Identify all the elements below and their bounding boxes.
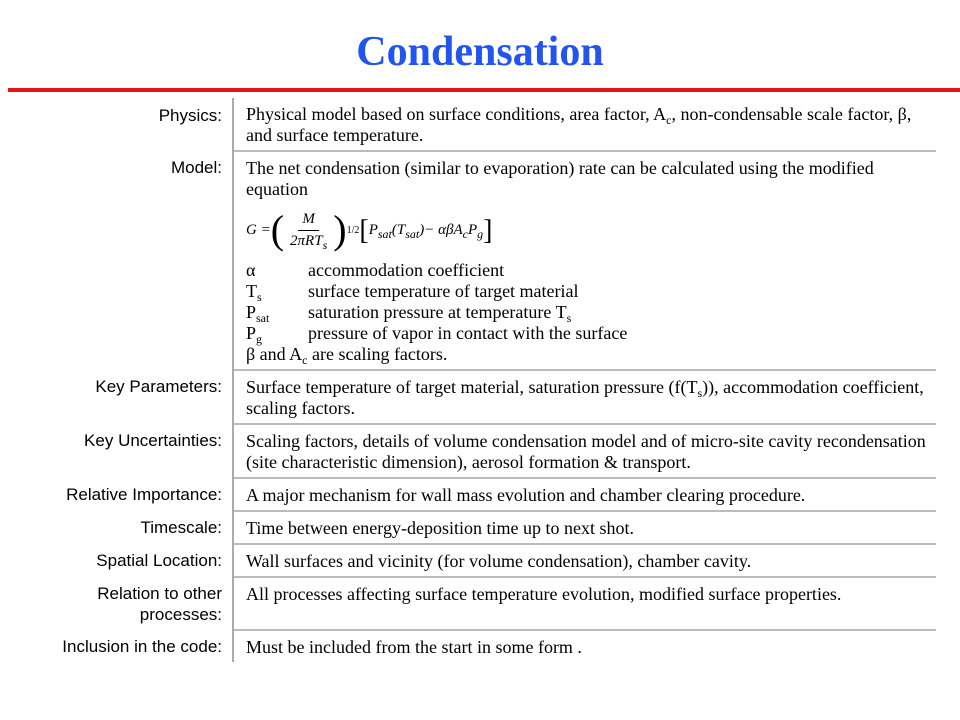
- fraction-denominator: 2πRT$_s$: [290, 232, 328, 252]
- row-label: Timescale:: [36, 510, 234, 543]
- fraction-numerator: M: [298, 209, 319, 231]
- inclusion-text: Must be included from the start in some form .: [246, 637, 582, 657]
- subscript: c: [666, 113, 672, 127]
- definition-row: [246, 323, 936, 344]
- left-paren: (: [270, 207, 285, 252]
- equation-term-psat: $P_{sat}(T_{sat})$: [368, 221, 425, 241]
- row-label: Relation to other processes:: [36, 576, 234, 629]
- row-content: [234, 629, 936, 662]
- row-label: Key Parameters:: [36, 369, 234, 423]
- definition-row: [246, 281, 936, 302]
- row-content: [234, 510, 936, 543]
- subscript: s: [697, 386, 703, 400]
- spatial-location-text: Wall surfaces and vicinity (for volume condensation), chamber cavity.: [246, 551, 752, 571]
- definition-text: pressure of vapor in contact with the surface: [308, 323, 628, 343]
- key-uncertainties-text: Scaling factors, details of volume condensation model and of micro-site cavity recondensation (site characteristic dimension), aerosol formation & transport.: [246, 431, 926, 472]
- row-content: [234, 369, 936, 423]
- definition-symbol: $P_{sat}$: [246, 302, 270, 325]
- relation-text: All processes affecting surface temperature evolution, modified surface properties.: [246, 584, 842, 604]
- row-content: [234, 98, 936, 150]
- key-parameters-text-continued: )), accommodation coefficient, scaling factors.: [246, 377, 924, 418]
- model-text: The net condensation (similar to evaporation) rate can be calculated using the modified equation: [246, 158, 874, 199]
- row-relation: [36, 576, 936, 629]
- row-relative-importance: [36, 477, 936, 510]
- definition-text: accommodation coefficient: [308, 260, 505, 280]
- row-label: Relative Importance:: [36, 477, 234, 510]
- row-physics: [36, 98, 936, 150]
- row-content: [234, 543, 936, 576]
- row-content: [234, 423, 936, 477]
- row-key-parameters: [36, 369, 936, 423]
- condensation-equation: [246, 200, 936, 260]
- row-label: Spatial Location:: [36, 543, 234, 576]
- row-label: Physics:: [36, 98, 234, 150]
- row-label: Inclusion in the code:: [36, 629, 234, 662]
- key-parameters-text: Surface temperature of target material, saturation pressure (f(T: [246, 377, 698, 397]
- row-content: [234, 576, 936, 609]
- right-bracket: ]: [483, 214, 493, 246]
- row-inclusion: [36, 629, 936, 662]
- row-content: [234, 150, 936, 369]
- exponent: 1/2: [346, 224, 360, 236]
- page-title: Condensation: [356, 29, 604, 75]
- definition-text: surface temperature of target material: [308, 281, 579, 301]
- equation-term-minus: − $\alpha\beta A_cP_g$: [424, 221, 484, 241]
- fraction: [286, 209, 331, 252]
- title-divider: [8, 88, 960, 92]
- row-model: [36, 150, 936, 369]
- physics-text: Physical model based on surface conditions, area factor, A: [246, 104, 667, 124]
- row-key-uncertainties: [36, 423, 936, 477]
- timescale-text: Time between energy-deposition time up to next shot.: [246, 518, 634, 538]
- definition-row: [246, 260, 936, 281]
- row-label: Model:: [36, 150, 234, 369]
- definition-row: [246, 302, 936, 323]
- property-table: [36, 98, 936, 662]
- row-timescale: [36, 510, 936, 543]
- scaling-note: β and $A_c$ are scaling factors.: [246, 344, 448, 367]
- left-bracket: [: [359, 214, 369, 246]
- row-spatial-location: [36, 543, 936, 576]
- definition-symbol: $P_g$: [246, 323, 263, 346]
- relative-importance-text: A major mechanism for wall mass evolution and chamber clearing procedure.: [246, 485, 806, 505]
- physics-text-continued: , non-condensable scale factor, β, and surface temperature.: [246, 104, 912, 145]
- equation-lhs: G =: [246, 221, 271, 238]
- row-label: Key Uncertainties:: [36, 423, 234, 477]
- definition-symbol: α: [246, 260, 256, 280]
- definition-symbol: $T_s$: [246, 281, 262, 304]
- row-content: [234, 477, 936, 510]
- definition-text: saturation pressure at temperature $T_s$: [308, 302, 572, 325]
- right-paren: ): [333, 207, 347, 252]
